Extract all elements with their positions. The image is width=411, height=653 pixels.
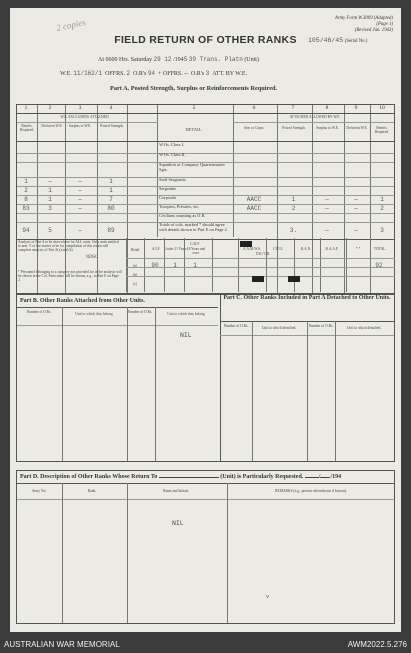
cell-c8: — <box>325 196 329 203</box>
part-d-table <box>16 470 395 624</box>
column-number-7: 7 <box>291 105 295 111</box>
cell-c3: — <box>78 178 82 185</box>
form-revision: (Revised Jan. 1943) <box>354 28 393 33</box>
part-b-header-2: Unit to which they belong <box>75 312 113 316</box>
attached-allowed-header: ATTACHED ALLOWED BY W.E. <box>289 115 341 119</box>
unit-label: (Unit) <box>244 57 259 63</box>
return-form-sheet <box>10 8 401 632</box>
cell-c8: — <box>325 226 329 234</box>
left-header-1: Reinfts. Required. <box>19 124 35 132</box>
column-number-6: 6 <box>252 105 256 111</box>
ors-label: O.R's <box>133 71 147 77</box>
part-c-header-4: Unit to which detached. <box>346 326 382 330</box>
cell-c2: 1 <box>48 187 52 194</box>
pencil-note: 2 copies <box>55 17 87 33</box>
cell-c1: 2 <box>24 187 28 194</box>
detail-row-label: W.Os. Class I. <box>159 142 185 147</box>
detail-row-label: Troopers, Privates, etc. <box>159 204 200 209</box>
ors2-label: O.R's <box>190 71 205 77</box>
analysis-header-8: R.A.A.F. <box>325 247 339 251</box>
cell-c2: 3 <box>48 205 52 212</box>
right-header-3: Surplus to W.E. <box>316 126 339 130</box>
att-label: ATT. BY W.E. <box>212 71 248 77</box>
unit-value: 39 Trans. Platn <box>188 56 243 63</box>
analysis-row-a-value-2: 1 <box>173 262 177 269</box>
detail-row-label: Squadron or Company Quartermaster Sgts. <box>159 162 225 172</box>
form-page: (Page 1) <box>376 22 393 27</box>
column-number-5: 5 <box>192 105 196 111</box>
analysis-row-a-value-3: 1 <box>193 262 197 269</box>
date-value: 29 12 <box>153 56 172 63</box>
part-b-title: Part B. Other Ranks Attached from Other Units. <box>20 298 145 304</box>
part-d-title <box>20 474 341 480</box>
detail-header: DETAIL. <box>185 127 203 132</box>
part-d-mark: v <box>266 594 270 600</box>
right-header-2: Posted Strength. <box>282 126 306 130</box>
ors2-value: 3 <box>205 70 210 77</box>
analysis-row-label-1: (a) <box>133 264 137 268</box>
serial-label: (Serial No.) <box>344 39 368 44</box>
we-excluding-header: W.E. EXCLUDING ATTACHED. <box>60 115 110 119</box>
we-value: 11/162/1 <box>73 70 103 77</box>
cell-arm: AACC <box>246 205 262 212</box>
cell-c2: 1 <box>48 196 52 203</box>
date-prefix: At 0600 Hrs. Saturday <box>98 57 152 63</box>
ors-value: 94 <box>147 70 156 77</box>
cell-c9: — <box>354 196 358 203</box>
part-c-header-3: Number of O.Rs. <box>308 324 334 328</box>
detail-row-label: Totals of cols. marked * should agree with details shown in Part E on Page 2 <box>159 222 227 232</box>
cell-c7: 3. <box>289 226 298 234</box>
column-number-9: 9 <box>354 105 358 111</box>
part-c-title: Part C. Other Ranks Included in Part A Detached to Other Units. <box>223 295 391 301</box>
cell-c3: — <box>78 226 82 234</box>
form-number: Army Form W.3009 (Adapted) <box>334 16 393 21</box>
part-d-title-b: (Unit) is Particularly Requested. <box>220 474 304 480</box>
analysis-header-3: 18 Years and over. <box>186 247 206 255</box>
detail-row-label: Civilians counting as O.R. <box>159 213 206 218</box>
cell-c4: 7 <box>109 196 113 203</box>
left-header-4: Posted Strength. <box>100 124 124 128</box>
cell-c10: 3 <box>380 226 384 234</box>
establishment-line <box>60 70 247 77</box>
analysis-note-2: * Personnel belonging to a category not provided for in the analysis will be shown in the Col. Particulars will be shown, e.g., in Part E on Page 2. <box>18 270 122 282</box>
date-line <box>98 56 259 63</box>
analysis-note: Analysis of Part A to be shown here for ALL units. Only units entitled to arm. Y of the entries to be for compilation of this return will complete analysis of Part A(a) and (b). <box>18 240 119 252</box>
part-b-header-4: Unit to which they belong <box>167 312 205 316</box>
analysis-group-label: C.M.F. <box>190 242 200 246</box>
analysis-header-6: CIVIL <box>273 247 283 251</box>
part-d-header-army-no: Army No. <box>31 489 47 493</box>
left-header-3: Surplus to W.E. <box>68 124 92 128</box>
column-number-10: 10 <box>379 105 385 111</box>
analysis-stamp-b: NDGC <box>86 254 99 260</box>
cell-c10: 2 <box>380 205 384 212</box>
form-reference <box>335 16 393 34</box>
detail-row-label: Corporals <box>159 195 177 200</box>
cell-c1: 8 <box>24 196 28 203</box>
cell-c4: 80 <box>107 205 115 212</box>
redaction-2 <box>252 276 264 282</box>
cell-c9: — <box>354 205 358 212</box>
part-d-slash: / <box>318 474 321 480</box>
part-bc-table <box>16 294 395 462</box>
analysis-stamp-c: DS/CB <box>256 252 270 257</box>
offrs-label: OFFRS. <box>105 71 125 77</box>
analysis-header-10: TOTAL. <box>373 247 387 251</box>
offrs-value: 2 <box>126 70 131 77</box>
right-header-5: Reinfts. Required. <box>374 126 390 134</box>
analysis-header-2: Under 21 Years. <box>164 247 188 251</box>
footer-institution: AUSTRALIAN WAR MEMORIAL <box>4 640 120 649</box>
analysis-grid <box>126 238 395 292</box>
offrs2-label: + OFFRS. <box>158 71 183 77</box>
year-prefix: /194 <box>173 57 184 63</box>
part-a-title: Part A. Posted Strength, Surplus or Reinforcements Required. <box>110 85 278 92</box>
cell-c3: — <box>78 205 82 212</box>
column-number-1: 1 <box>24 105 28 111</box>
column-number-8: 8 <box>325 105 329 111</box>
detail-row-label: W.Os. Class II. <box>159 152 186 157</box>
analysis-header-7: R.A.N. <box>300 247 312 251</box>
analysis-header-9: * * <box>355 247 361 251</box>
form-title: FIELD RETURN OF OTHER RANKS <box>114 34 297 46</box>
part-c-header-2: Unit to which detached. <box>261 326 297 330</box>
analysis-row-label-3: (c) <box>133 282 137 286</box>
part-b-nil: NIL <box>180 332 192 339</box>
footer-accession: AWM2022.5.276 <box>347 640 407 649</box>
cell-arm: AACC <box>246 196 262 203</box>
part-d-header-name: Name and Initials. <box>162 489 190 493</box>
column-number-2: 2 <box>48 105 52 111</box>
redaction-3 <box>288 276 300 282</box>
cell-c9: — <box>354 226 358 234</box>
cell-c1: 94 <box>22 226 30 234</box>
left-header-2: Deficient W.E. <box>41 124 63 128</box>
cell-c10: 1 <box>380 196 384 203</box>
cell-c1: 83 <box>22 205 30 212</box>
cell-c4: 1 <box>109 178 113 185</box>
part-d-header-rank: Rank. <box>87 489 97 493</box>
column-number-3: 3 <box>78 105 82 111</box>
cell-c7: 2 <box>291 205 296 212</box>
part-d-nil: NIL <box>172 520 184 527</box>
offrs2-value: — <box>184 70 188 77</box>
serial-value: 105/46/45 <box>308 37 344 44</box>
analysis-row-label-2: (b) <box>132 273 138 277</box>
cell-c3: — <box>78 196 82 203</box>
analysis-header-1: A.I.F. <box>151 247 161 251</box>
cell-c7: 1 <box>291 196 296 203</box>
part-c-header-1: Number of O.Rs. <box>223 324 249 328</box>
part-b-header-3: Number of O.Rs. <box>127 310 153 314</box>
part-d-year: /194 <box>330 474 342 480</box>
cell-c3: — <box>78 187 82 194</box>
part-b-header-1: Number of O.Rs. <box>26 310 52 314</box>
part-d-title-a: Part D. Description of Other Ranks Whose Return To <box>20 474 158 480</box>
detail-row-label: Staff Sergeants <box>159 177 186 182</box>
redaction-1 <box>240 241 252 247</box>
year-value: 5 <box>183 56 188 63</box>
analysis-row-a-value-1: 90 <box>151 262 159 269</box>
right-header-1: Arm or Corps. <box>243 126 265 130</box>
part-d-header-remarks: REMARKS (e.g., present whereabouts if known). <box>275 489 347 493</box>
column-number-4: 4 <box>109 105 113 111</box>
cell-c4: 89 <box>107 226 115 234</box>
analysis-header-5: A.A.M.W.S. <box>243 247 261 251</box>
cell-c4: 1 <box>109 187 113 194</box>
cell-c1: 1 <box>24 178 28 185</box>
cell-c2: — <box>48 178 52 185</box>
we-label: W.E. <box>60 71 72 77</box>
analysis-row-a-value-10: 92 <box>375 262 383 269</box>
analysis-detail-label: Detail <box>130 248 140 252</box>
detail-row-label: Sergeants <box>159 186 176 191</box>
cell-c8: — <box>325 205 329 212</box>
cell-c2: 5 <box>48 226 52 234</box>
right-header-4: Deficient W.E. <box>346 126 368 130</box>
